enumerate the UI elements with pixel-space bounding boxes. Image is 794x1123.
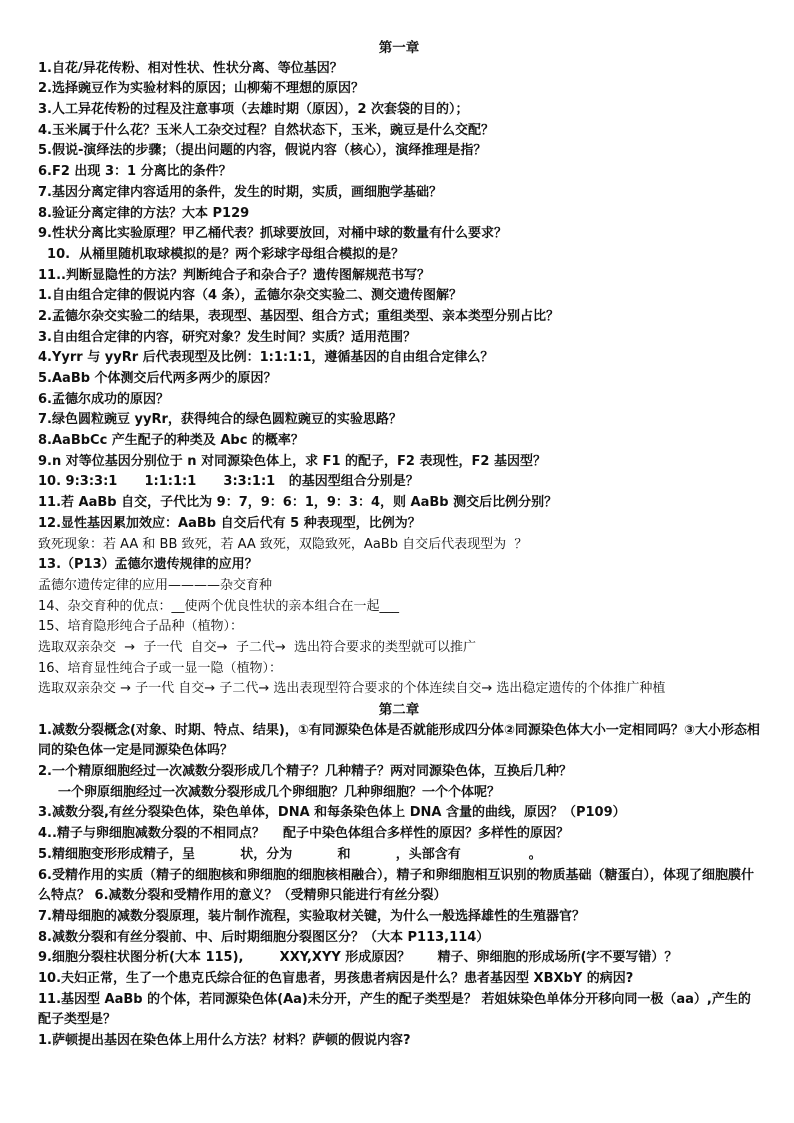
question-line: 一个卵原细胞经过一次减数分裂形成几个卵细胞？几种卵细胞？一个个体呢？	[58, 784, 501, 800]
question-line: 5.精细胞变形形成精子，呈 状，分为 和 ，头部含有 。	[38, 846, 542, 862]
question-line: 10.夫妇正常，生了一个患克氏综合征的色盲患者，男孩患者病因是什么？患者基因型 XBXbY 的病因?	[38, 971, 634, 987]
question-line: 2.孟德尔杂交实验二的结果，表现型、基因型、组合方式；重组类型、亲本类型分别占比？	[38, 308, 559, 324]
question-line: 2.选择豌豆作为实验材料的原因；山柳菊不理想的原因？	[38, 81, 364, 97]
question-line: 4.Yyrr 与 yyRr 后代表现型及比例：1:1:1:1，遵循基因的自由组合定律么？	[38, 350, 494, 366]
question-line: 7.精母细胞的减数分裂原理，装片制作流程，实验取材关键，为什么一般选择雄性的生殖器官？	[38, 908, 585, 924]
question-line: 4..精子与卵细胞减数分裂的不相同点？ 配子中染色体组合多样性的原因？多样性的原因？	[38, 826, 570, 842]
question-line: 8.减数分裂和有丝分裂前、中、后时期细胞分裂图区分？（大本 P113,114）	[38, 929, 490, 945]
question-line: 5.AaBb 个体测交后代两多两少的原因？	[38, 371, 277, 386]
question-line: 5.假说-演绎法的步骤；（提出问题的内容，假说内容（核心），演绎推理是指？	[38, 143, 487, 159]
question-line: 4.玉米属于什么花？玉米人工杂交过程？自然状态下，玉米，豌豆是什么交配？	[38, 122, 494, 138]
question-line: 11.基因型 AaBb 的个体，若同源染色体(Aa)未分开，产生的配子类型是？ 若姐妹染色单体分开移向同一极（aa）,产生的配子类型是？	[38, 991, 751, 1028]
question-line: 致死现象：若 AA 和 BB 致死，若 AA 致死，双隐致死，AaBb 自交后代表现型为 ？	[38, 536, 528, 552]
question-line: 13.（P13）孟德尔遗传规律的应用？	[38, 557, 258, 573]
question-line: 9.细胞分裂柱状图分析(大本 115), XXY,XYY 形成原因？ 精子、卵细胞的形成场所(字不要写错）？	[38, 950, 678, 966]
question-line: 6.受精作用的实质（精子的细胞核和卵细胞的细胞核相融合），精子和卵细胞相互识别的物质基础（糖蛋白），体现了细胞膜什么特点？ 6.减数分裂和受精作用的意义？（受精卵只能进行有丝分裂）	[38, 867, 754, 904]
question-line: 7.绿色圆粒豌豆 yyRr，获得纯合的绿色圆粒豌豆的实验思路？	[38, 412, 402, 428]
question-line: 选取双亲杂交 → 子一代 自交→ 子二代→ 选出符合要求的类型就可以推广	[38, 639, 477, 655]
question-line: 9.n 对等位基因分别位于 n 对同源染色体上，求 F1 的配子，F2 表现性，F2 基因型？	[38, 453, 546, 469]
question-line: 7.基因分离定律内容适用的条件，发生的时期，实质，画细胞学基础？	[38, 184, 442, 200]
question-line: 1.自由组合定律的假说内容（4 条），孟德尔杂交实验二、测交遗传图解？	[38, 288, 463, 304]
question-line: 12.显性基因累加效应：AaBb 自交后代有 5 种表现型，比例为？	[38, 515, 421, 531]
question-line: 8.验证分离定律的方法？大本 P129	[38, 205, 250, 221]
question-line: 孟德尔遗传定律的应用————杂交育种	[38, 577, 273, 593]
question-line: 10. 9:3:3:1 1:1:1:1 3:3:1:1 的基因型组合分别是？	[38, 474, 419, 490]
question-line: 10. 从桶里随机取球模拟的是？两个彩球字母组合模拟的是？	[38, 246, 405, 262]
question-line: 3.自由组合定律的内容，研究对象？发生时间？实质？适用范围？	[38, 329, 416, 345]
question-line: 9.性状分离比实验原理？甲乙桶代表？抓球要放回，对桶中球的数量有什么要求？	[38, 226, 507, 242]
question-line: 选取双亲杂交 → 子一代 自交→ 子二代→ 选出表现型符合要求的个体连续自交→ 选出稳定遗传的个体推广种植	[38, 681, 666, 697]
document-page	[38, 38, 760, 1052]
question-line: 3.减数分裂,有丝分裂染色体，染色单体，DNA 和每条染色体上 DNA 含量的曲线，原因？（P109）	[38, 805, 626, 821]
question-line: 11.若 AaBb 自交，子代比为 9：7，9：6：1，9：3：4，则 AaBb 测交后比例分别？	[38, 495, 558, 511]
question-line: 1.自花/异花传粉、相对性状、性状分离、等位基因？	[38, 60, 343, 76]
question-line: 6.F2 出现 3：1 分离比的条件？	[38, 164, 232, 180]
question-line: 2.一个精原细胞经过一次减数分裂形成几个精子？几种精子？两对同源染色体，互换后几种？	[38, 764, 572, 780]
chapter-title: 第一章	[378, 40, 420, 56]
question-line: 14、杂交育种的优点：__使两个优良性状的亲本组合在一起___	[38, 598, 400, 614]
question-line: 15、培育隐形纯合子品种（植物）：	[38, 619, 244, 635]
question-line: 6.孟德尔成功的原因？	[38, 391, 169, 407]
question-line: 8.AaBbCc 产生配子的种类及 Abc 的概率？	[38, 433, 304, 449]
question-line: 1.萨顿提出基因在染色体上用什么方法？材料？萨顿的假说内容?	[38, 1033, 411, 1049]
question-line: 11..判断显隐性的方法？判断纯合子和杂合子？遗传图解规范书写？	[38, 267, 430, 283]
question-line: 16、培育显性纯合子或一显一隐（植物）：	[38, 660, 283, 676]
question-line: 1.减数分裂概念(对象、时期、特点、结果)，①有同源染色体是否就能形成四分体②同源染色体大小一定相同吗？③大小形态相同的染色体一定是同源染色体吗？	[38, 722, 760, 759]
chapter-title: 第二章	[378, 702, 420, 719]
question-line: 3.人工异花传粉的过程及注意事项（去雄时期（原因），2 次套袋的目的）；	[38, 102, 469, 118]
